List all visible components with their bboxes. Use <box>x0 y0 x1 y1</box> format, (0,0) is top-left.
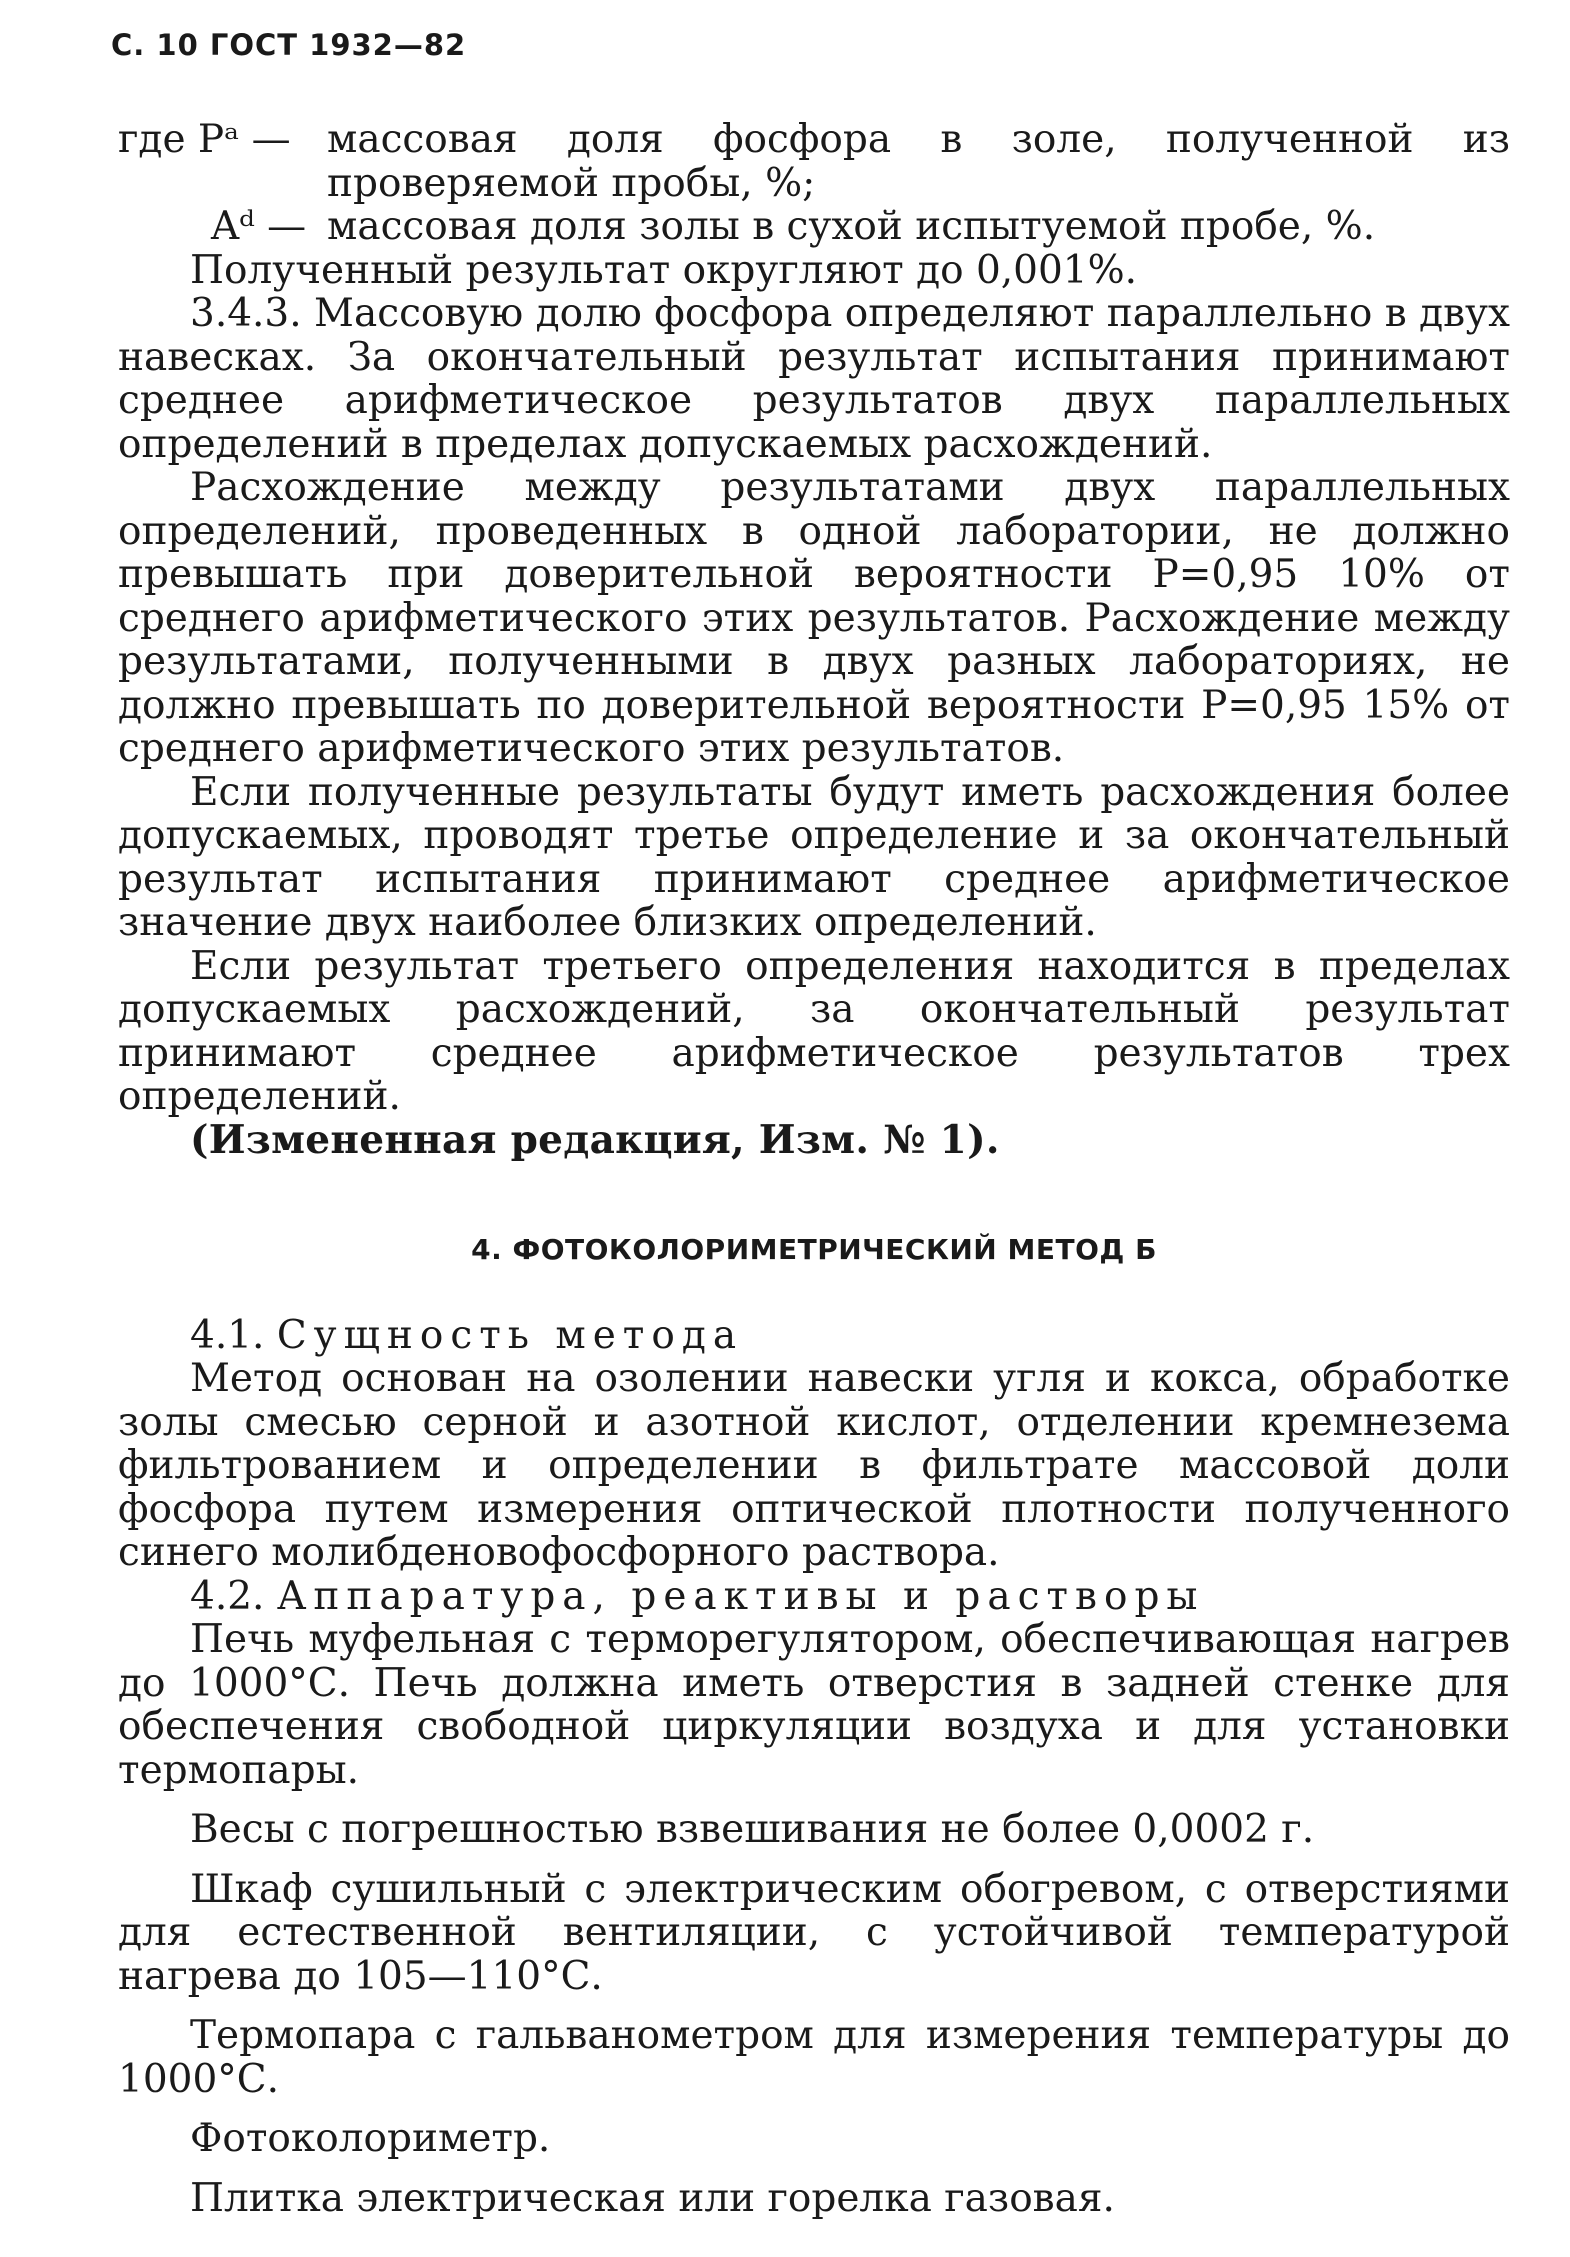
subsection-4-1-heading <box>118 1314 1510 1358</box>
definition-text: массовая доля золы в сухой испытуемой пробе, %. <box>327 204 1376 249</box>
discrepancy-paragraph: Расхождение между результатами двух параллельных определений, проведенных в одной лаборатории, не должно превышать при доверительной вероятности P=0,95 10% от среднего арифметического этих результатов. Расхождение между результатами, полученными в двух разных лабораториях, не должно превышать по доверительной вероятности P=0,95 15% от среднего арифметического этих результатов. <box>118 465 1510 771</box>
definition-phosphorus-ash <box>118 118 1510 205</box>
equipment-scales: Весы с погрешностью взвешивания не более 0,0002 г. <box>190 1807 1315 1852</box>
subsection-title: Сущность метода <box>276 1312 744 1358</box>
clause-3-4-3: 3.4.3. Массовую долю фосфора определяют параллельно в двух навесках. За окончательный результат испытания принимают среднее арифметическое результатов двух параллельных определений в пределах допускаемых расхождений. <box>118 291 1510 467</box>
subsection-title: Аппаратура, реактивы и растворы <box>276 1573 1205 1619</box>
equipment-muffle-furnace: Печь муфельная с терморегулятором, обеспечивающая нагрев до 1000°С. Печь должна иметь отверстия в задней стенке для обеспечения свободной циркуляции воздуха и для установки термопары. <box>118 1617 1510 1793</box>
equipment-heater: Плитка электрическая или горелка газовая. <box>190 2175 1115 2221</box>
equipment-thermocouple: Термопара с гальванометром для измерения температуры до 1000°С. <box>118 2013 1510 2102</box>
third-determination-paragraph: Если полученные результаты будут иметь расхождения более допускаемых, проводят третье определение и за окончательный результат испытания принимают среднее арифметическое значение двух наиболее близких определений. <box>118 769 1510 945</box>
definition-ash-content <box>118 205 1510 249</box>
subsection-number: 4.2. <box>190 1573 265 1619</box>
subsection-4-2-heading <box>118 1575 1510 1619</box>
equipment-drying-cabinet: Шкаф сушильный с электрическим обогревом, с отверстиями для естественной вентиляции, с устойчивой температурой нагрева до 105—110°С. <box>118 1866 1510 1999</box>
document-body <box>118 118 1510 2220</box>
definition-symbol: Aᵈ — <box>211 204 307 249</box>
method-essence-text: Метод основан на озолении навески угля и кокса, обработке золы смесью серной и азотной кислот, отделении кремнезема фильтрованием и определении в фильтрате массовой доли фосфора путем измерения оптической плотности полученного синего молибденовофосфорного раствора. <box>118 1356 1510 1575</box>
section-title: 4. ФОТОКОЛОРИМЕТРИЧЕСКИЙ МЕТОД Б <box>471 1233 1157 1266</box>
definition-text: массовая доля фосфора в золе, полученной из проверяемой пробы, %; <box>327 117 1510 206</box>
third-result-paragraph: Если результат третьего определения находится в пределах допускаемых расхождений, за окончательный результат принимают среднее арифметическое результатов трех определений. <box>118 943 1510 1119</box>
equipment-photocolorimeter: Фотоколориметр. <box>190 2116 551 2161</box>
amendment-note: (Измененная редакция, Изм. № 1). <box>190 1116 1000 1163</box>
rounding-paragraph: Полученный результат округляют до 0,001%. <box>190 247 1138 293</box>
definition-symbol: где Pᵃ — <box>118 117 291 162</box>
page-header: С. 10 ГОСТ 1932—82 <box>111 28 467 62</box>
subsection-number: 4.1. <box>190 1312 265 1358</box>
